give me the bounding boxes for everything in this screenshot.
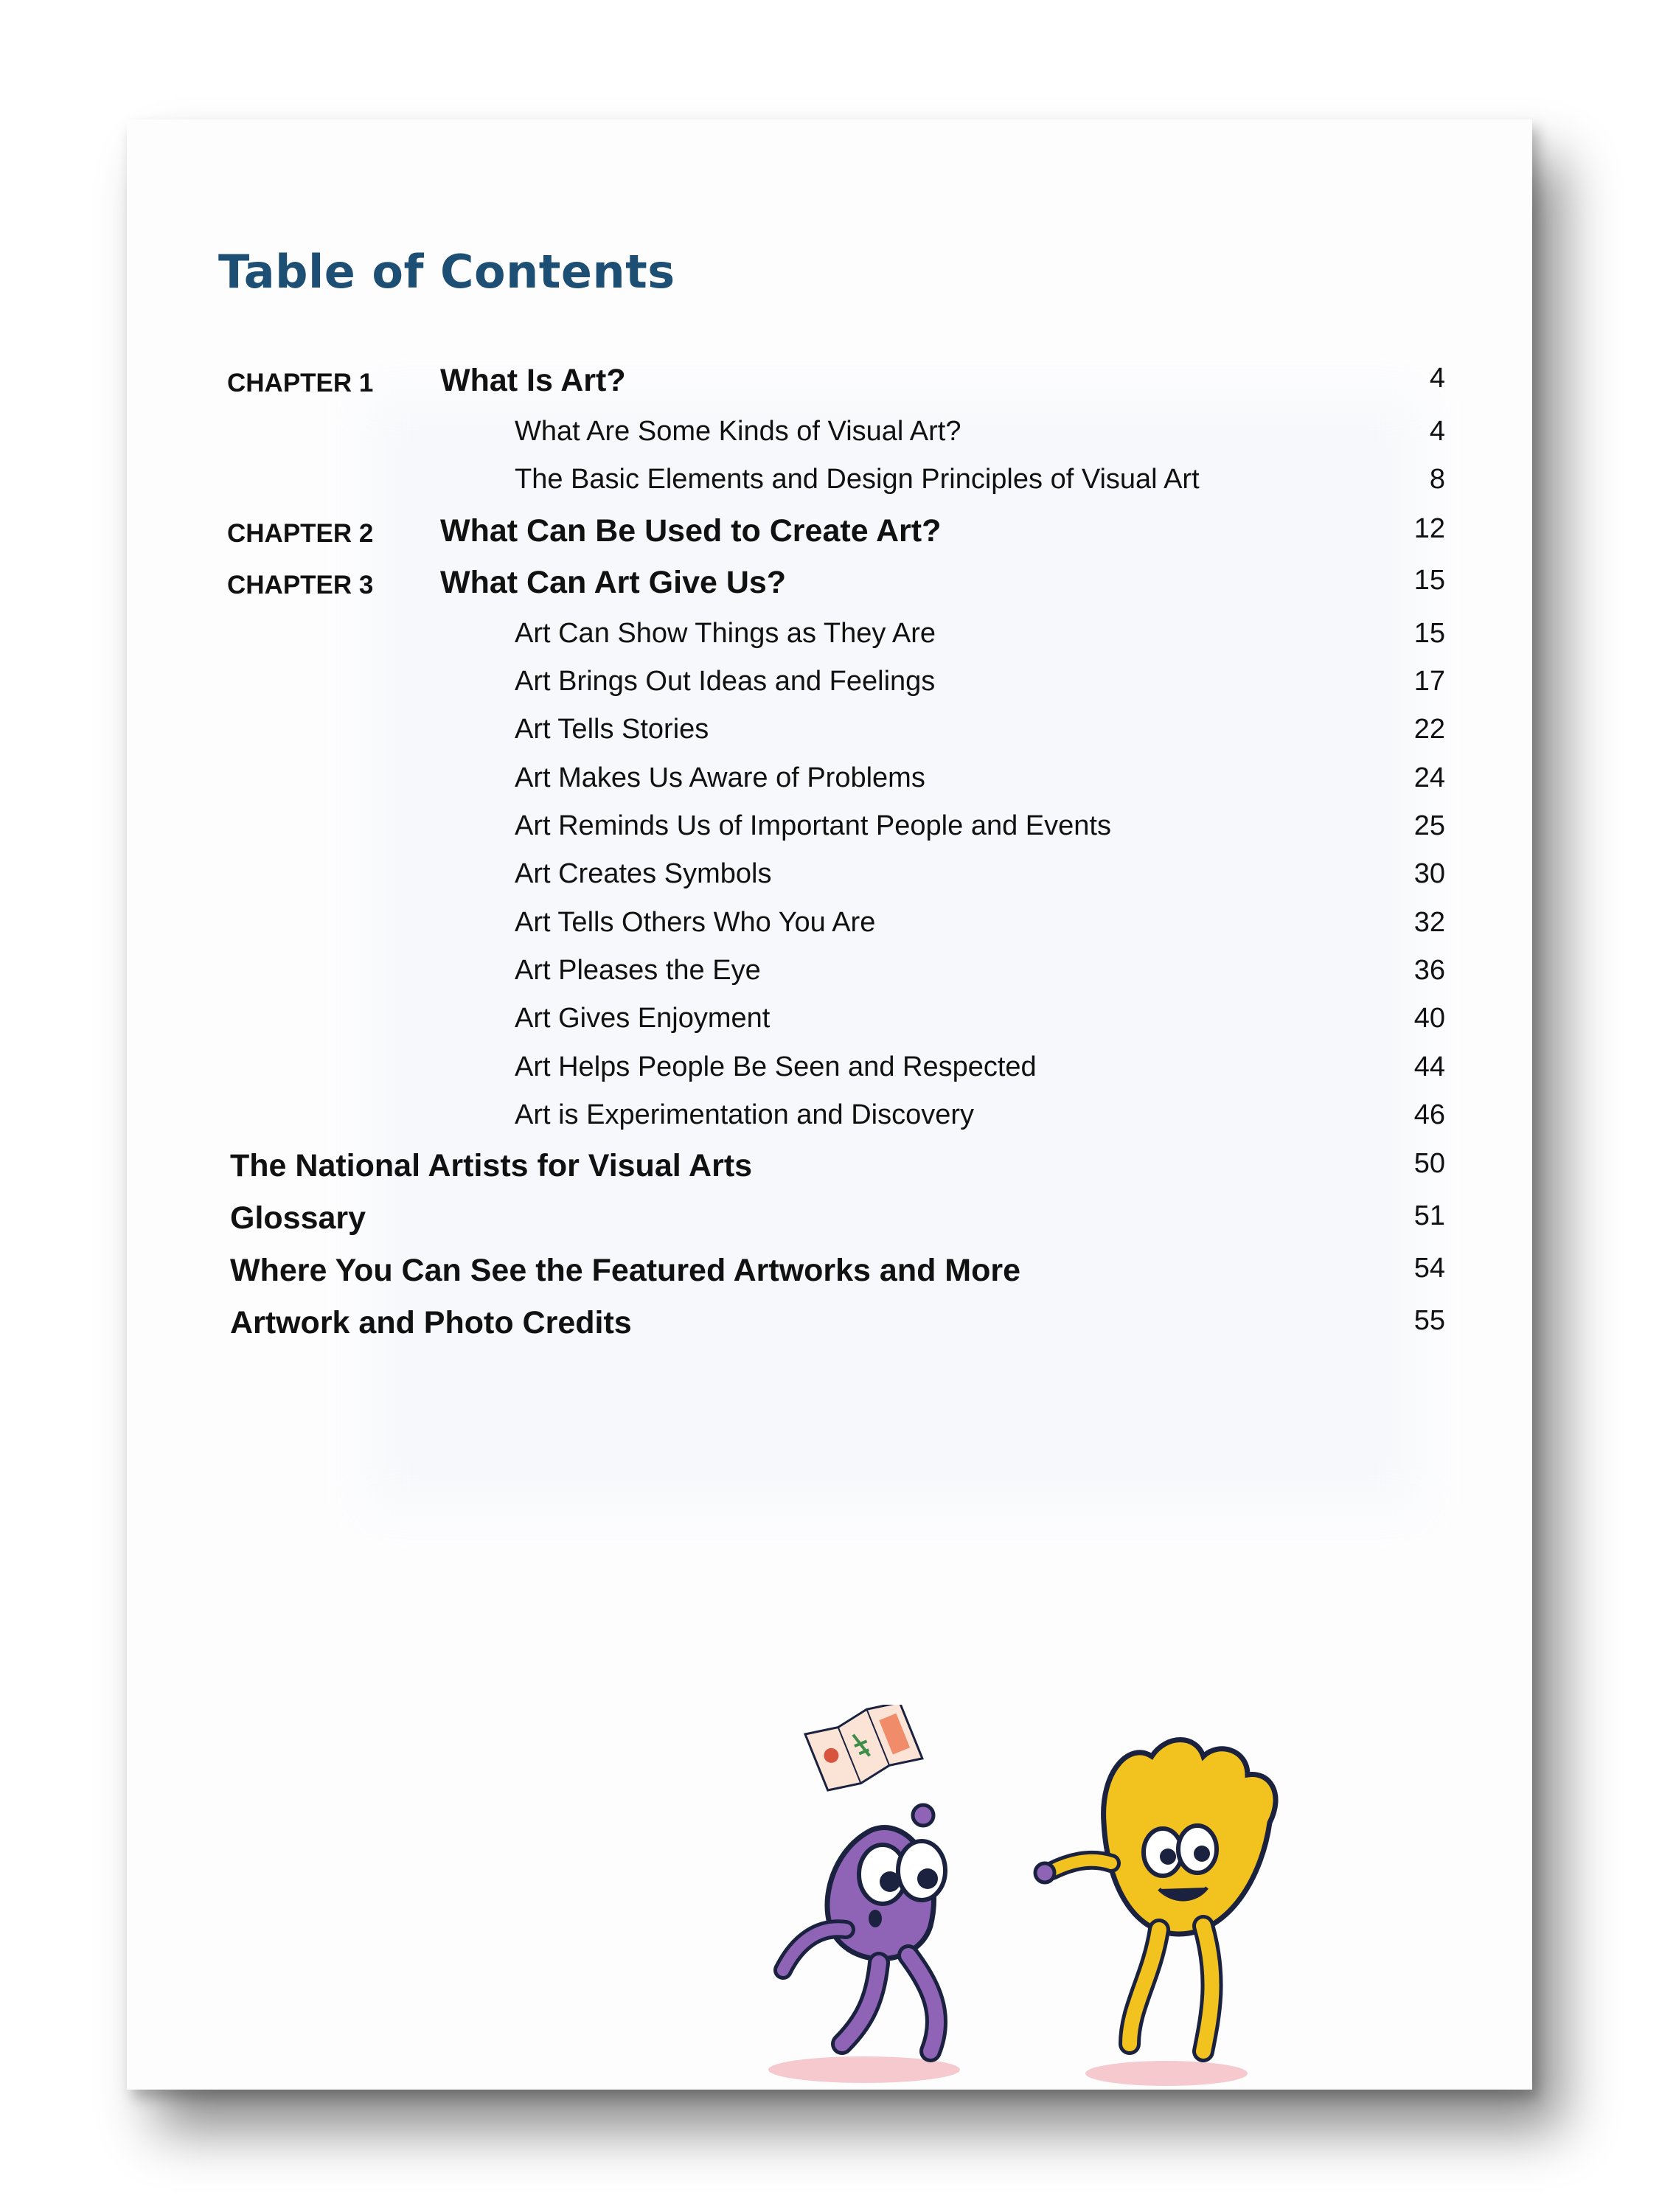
- page-number: 4: [1429, 416, 1445, 447]
- toc-section-row: [127, 618, 1532, 665]
- chapter-title: What Can Be Used to Create Art?: [440, 513, 942, 549]
- toc-backmatter-row: [127, 1148, 1532, 1195]
- section-title: Art Brings Out Ideas and Feelings: [515, 666, 936, 697]
- mascots-illustration: [687, 1705, 1498, 2090]
- section-title: What Are Some Kinds of Visual Art?: [515, 416, 961, 447]
- page-title: Table of Contents: [218, 245, 675, 299]
- toc-backmatter-row: [127, 1305, 1532, 1352]
- chapter-label: CHAPTER 1: [227, 369, 374, 397]
- toc-section-row: [127, 907, 1532, 954]
- folded-map-icon: [805, 1705, 922, 1795]
- page-number: 22: [1413, 714, 1445, 745]
- page-number: 17: [1413, 666, 1445, 697]
- purple-blob-mascot-icon: [783, 1828, 945, 2051]
- section-title: Art Reminds Us of Important People and Events: [515, 810, 1111, 841]
- yellow-hand-mascot-icon: [1035, 1740, 1276, 2052]
- section-title: Art Creates Symbols: [515, 858, 772, 889]
- section-title: Art Helps People Be Seen and Respected: [515, 1051, 1037, 1082]
- toc-section-row: [127, 858, 1532, 905]
- toc-section-row: [127, 810, 1532, 858]
- page-number: 55: [1413, 1305, 1445, 1336]
- section-title: Art Tells Stories: [515, 714, 709, 745]
- toc-backmatter-row: [127, 1253, 1532, 1300]
- purple-mascot-hand: [913, 1805, 933, 1826]
- section-title: Art Gives Enjoyment: [515, 1003, 771, 1034]
- book-page: [127, 119, 1532, 2090]
- backmatter-title: The National Artists for Visual Arts: [230, 1148, 753, 1183]
- page-number: 54: [1413, 1253, 1445, 1284]
- section-title: Art Pleases the Eye: [515, 955, 761, 986]
- chapter-label: CHAPTER 2: [227, 519, 374, 548]
- page-number: 36: [1413, 955, 1445, 986]
- section-title: Art Tells Others Who You Are: [515, 907, 876, 938]
- toc-section-row: [127, 416, 1532, 463]
- backmatter-title: Artwork and Photo Credits: [230, 1305, 632, 1340]
- chapter-title: What Is Art?: [440, 363, 626, 398]
- section-title: Art Makes Us Aware of Problems: [515, 762, 925, 793]
- toc-section-row: [127, 714, 1532, 761]
- chapter-title: What Can Art Give Us?: [440, 565, 787, 600]
- backmatter-title: Glossary: [230, 1200, 366, 1236]
- chapter-label: CHAPTER 3: [227, 571, 374, 599]
- page-number: 50: [1413, 1148, 1445, 1179]
- page-number: 32: [1413, 907, 1445, 938]
- page-number: 25: [1413, 810, 1445, 841]
- toc-section-row: [127, 1099, 1532, 1147]
- page-number: 8: [1429, 464, 1445, 495]
- section-title: The Basic Elements and Design Principles of Visual Art: [515, 464, 1200, 495]
- toc-chapter-row: [127, 513, 1532, 560]
- toc-section-row: [127, 955, 1532, 1002]
- toc-chapter-row: [127, 565, 1532, 612]
- page-number: 44: [1413, 1051, 1445, 1082]
- page-number: 51: [1413, 1200, 1445, 1231]
- section-title: Art is Experimentation and Discovery: [515, 1099, 975, 1130]
- page-number: 30: [1413, 858, 1445, 889]
- toc-section-row: [127, 1051, 1532, 1099]
- toc-backmatter-row: [127, 1200, 1532, 1248]
- toc-section-row: [127, 1003, 1532, 1050]
- page-number: 15: [1413, 618, 1445, 649]
- page-number: 40: [1413, 1003, 1445, 1034]
- toc-section-row: [127, 464, 1532, 511]
- backmatter-title: Where You Can See the Featured Artworks and More: [230, 1253, 1021, 1288]
- toc-section-row: [127, 666, 1532, 713]
- yellow-mascot-shadow: [1085, 2061, 1248, 2086]
- toc-chapter-row: [127, 363, 1532, 410]
- section-title: Art Can Show Things as They Are: [515, 618, 936, 649]
- toc-section-row: [127, 762, 1532, 810]
- page-number: 24: [1413, 762, 1445, 793]
- page-number: 46: [1413, 1099, 1445, 1130]
- page-number: 4: [1429, 363, 1445, 394]
- page-number: 15: [1413, 565, 1445, 596]
- page-number: 12: [1413, 513, 1445, 544]
